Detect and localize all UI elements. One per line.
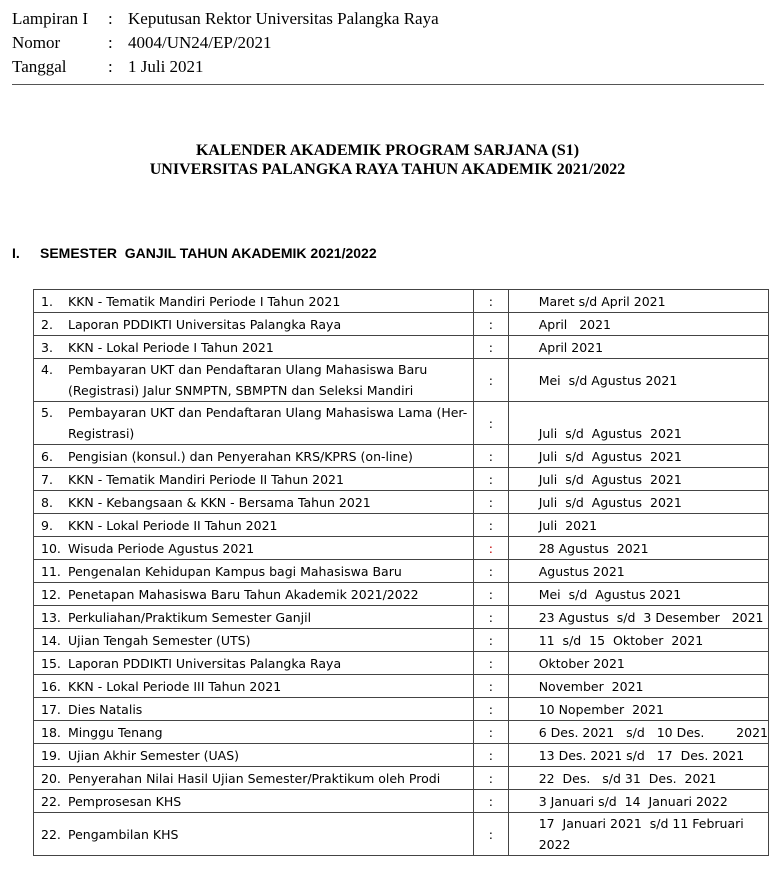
activity-item <box>41 791 473 812</box>
separator-cell: : <box>473 290 508 313</box>
row-number: 3. <box>41 339 53 355</box>
separator-cell: : <box>473 402 508 445</box>
activity-text: Ujian Akhir Semester (UAS) <box>68 747 240 763</box>
activity-cell <box>34 652 474 675</box>
activity-text: Pemprosesan KHS <box>68 793 182 809</box>
row-number: 14. <box>41 632 61 648</box>
table-row <box>34 767 769 790</box>
activity-item <box>41 446 473 467</box>
row-number: 20. <box>41 770 61 786</box>
table-row <box>34 606 769 629</box>
header-colon: : <box>108 57 113 76</box>
document-title-line-2: UNIVERSITAS PALANGKA RAYA TAHUN AKADEMIK 2021/2022 <box>149 161 626 178</box>
activity-cell <box>34 468 474 491</box>
table-row <box>34 813 769 856</box>
date-cell: April 2021 <box>508 336 768 359</box>
activity-text: KKN - Tematik Mandiri Periode II Tahun 2021 <box>68 471 344 487</box>
activity-text: KKN - Lokal Periode III Tahun 2021 <box>68 678 282 694</box>
activity-text: Penetapan Mahasiswa Baru Tahun Akademik 2021/2022 <box>68 586 419 602</box>
table-row <box>34 313 769 336</box>
date-cell: 11 s/d 15 Oktober 2021 <box>508 629 768 652</box>
separator-cell: : <box>473 652 508 675</box>
activity-item <box>41 538 473 559</box>
date-cell: Juli s/d Agustus 2021 <box>508 445 768 468</box>
activity-item <box>41 630 473 651</box>
date-cell: Juli s/d Agustus 2021 <box>508 491 768 514</box>
activity-cell <box>34 583 474 606</box>
activity-item <box>41 676 473 697</box>
activity-cell <box>34 491 474 514</box>
row-number: 13. <box>41 609 61 625</box>
table-row <box>34 290 769 313</box>
activity-cell <box>34 290 474 313</box>
document-title-line-1: KALENDER AKADEMIK PROGRAM SARJANA (S1) <box>195 142 580 159</box>
activity-item <box>41 291 473 312</box>
date-cell: 28 Agustus 2021 <box>508 537 768 560</box>
activity-item <box>41 561 473 582</box>
separator-cell: : <box>473 767 508 790</box>
header-colon: : <box>108 33 113 52</box>
activity-item <box>41 768 473 789</box>
row-number: 18. <box>41 724 61 740</box>
activity-item <box>41 745 473 766</box>
calendar-table <box>33 289 769 856</box>
separator-cell: : <box>473 537 508 560</box>
table-row <box>34 721 769 744</box>
header-colon: : <box>108 9 113 28</box>
header-value: 1 Juli 2021 <box>128 57 204 76</box>
table-row <box>34 652 769 675</box>
section-heading <box>12 245 377 261</box>
row-number: 10. <box>41 540 61 556</box>
row-number: 6. <box>41 448 53 464</box>
activity-item <box>41 402 473 444</box>
activity-cell <box>34 336 474 359</box>
activity-text: Ujian Tengah Semester (UTS) <box>68 632 251 648</box>
row-number: 4. <box>41 362 53 377</box>
table-row <box>34 583 769 606</box>
activity-text: Minggu Tenang <box>68 724 163 740</box>
table-row <box>34 744 769 767</box>
activity-item <box>41 722 473 743</box>
activity-text: KKN - Tematik Mandiri Periode I Tahun 2021 <box>68 293 341 309</box>
activity-cell <box>34 359 474 402</box>
row-number: 17. <box>41 701 61 717</box>
row-number: 15. <box>41 655 61 671</box>
date-cell: Juli s/d Agustus 2021 <box>508 468 768 491</box>
activity-cell <box>34 537 474 560</box>
row-number: 11. <box>41 563 61 579</box>
activity-item <box>41 584 473 605</box>
date-cell: Mei s/d Agustus 2021 <box>508 359 768 402</box>
activity-cell <box>34 514 474 537</box>
header-label: Nomor <box>12 33 61 52</box>
date-cell: 3 Januari s/d 14 Januari 2022 <box>508 790 768 813</box>
calendar-table-body <box>34 290 769 856</box>
activity-text: Laporan PDDIKTI Universitas Palangka Raya <box>68 655 342 671</box>
activity-text: Pembayaran UKT dan Pendaftaran Ulang Mahasiswa Baru (Registrasi) Jalur SNMPTN, SBMPTN dan Seleksi Mandiri <box>68 362 428 398</box>
activity-item <box>41 314 473 335</box>
activity-item <box>41 359 473 401</box>
activity-text: Perkuliahan/Praktikum Semester Ganjil <box>68 609 312 625</box>
activity-cell <box>34 402 474 445</box>
table-row <box>34 560 769 583</box>
separator-cell: : <box>473 744 508 767</box>
table-row <box>34 445 769 468</box>
separator-cell: : <box>473 445 508 468</box>
activity-text: Pembayaran UKT dan Pendaftaran Ulang Mahasiswa Lama (Her-Registrasi) <box>68 405 468 441</box>
separator-cell: : <box>473 514 508 537</box>
table-row <box>34 537 769 560</box>
activity-cell <box>34 767 474 790</box>
header-value: 4004/UN24/EP/2021 <box>128 33 272 52</box>
activity-cell <box>34 721 474 744</box>
document-header <box>12 7 439 79</box>
table-row <box>34 468 769 491</box>
activity-item <box>41 492 473 513</box>
separator-cell: : <box>473 721 508 744</box>
activity-item <box>41 824 473 845</box>
table-row <box>34 790 769 813</box>
activity-text: Wisuda Periode Agustus 2021 <box>68 540 255 556</box>
activity-cell <box>34 813 474 856</box>
date-cell: April 2021 <box>508 313 768 336</box>
activity-cell <box>34 698 474 721</box>
row-number: 8. <box>41 494 53 510</box>
header-value: Keputusan Rektor Universitas Palangka Raya <box>128 9 439 28</box>
separator-cell: : <box>473 606 508 629</box>
separator-cell: : <box>473 336 508 359</box>
table-row <box>34 698 769 721</box>
activity-text: KKN - Lokal Periode II Tahun 2021 <box>68 517 278 533</box>
header-row-lampiran <box>12 7 439 31</box>
activity-text: Pengambilan KHS <box>68 826 179 842</box>
separator-cell: : <box>473 560 508 583</box>
table-row <box>34 675 769 698</box>
separator-cell: : <box>473 790 508 813</box>
row-number: 7. <box>41 471 53 487</box>
activity-cell <box>34 629 474 652</box>
table-row <box>34 402 769 445</box>
activity-text: Laporan PDDIKTI Universitas Palangka Raya <box>68 316 342 332</box>
activity-text: Pengenalan Kehidupan Kampus bagi Mahasiswa Baru <box>68 563 402 579</box>
date-cell: Maret s/d April 2021 <box>508 290 768 313</box>
activity-item <box>41 653 473 674</box>
activity-cell <box>34 560 474 583</box>
table-row <box>34 336 769 359</box>
date-cell: Agustus 2021 <box>508 560 768 583</box>
activity-text: Pengisian (konsul.) dan Penyerahan KRS/KPRS (on-line) <box>68 448 413 464</box>
date-cell: Oktober 2021 <box>508 652 768 675</box>
activity-item <box>41 337 473 358</box>
row-number: 22. <box>41 826 61 842</box>
separator-cell: : <box>473 313 508 336</box>
separator-cell: : <box>473 629 508 652</box>
activity-item <box>41 607 473 628</box>
row-number: 1. <box>41 293 53 309</box>
separator-cell: : <box>473 675 508 698</box>
date-cell: Mei s/d Agustus 2021 <box>508 583 768 606</box>
date-cell: November 2021 <box>508 675 768 698</box>
activity-cell <box>34 445 474 468</box>
header-label: Tanggal <box>12 57 67 76</box>
header-divider <box>12 84 764 85</box>
activity-text: KKN - Lokal Periode I Tahun 2021 <box>68 339 274 355</box>
separator-cell: : <box>473 491 508 514</box>
table-row <box>34 491 769 514</box>
header-row-tanggal <box>12 55 439 79</box>
activity-cell <box>34 606 474 629</box>
activity-cell <box>34 744 474 767</box>
activity-text: Dies Natalis <box>68 701 143 717</box>
table-row <box>34 359 769 402</box>
row-number: 22. <box>41 793 61 809</box>
row-number: 16. <box>41 678 61 694</box>
separator-cell: : <box>473 583 508 606</box>
date-cell: Juli s/d Agustus 2021 <box>508 402 768 445</box>
row-number: 19. <box>41 747 61 763</box>
separator-cell: : <box>473 468 508 491</box>
date-cell: 23 Agustus s/d 3 Desember 2021 <box>508 606 768 629</box>
date-cell: Juli 2021 <box>508 514 768 537</box>
activity-item <box>41 515 473 536</box>
date-cell: 22 Des. s/d 31 Des. 2021 <box>508 767 768 790</box>
section-number: I. <box>12 245 20 261</box>
date-cell: 17 Januari 2021 s/d 11 Februari 2022 <box>508 813 768 856</box>
activity-text: KKN - Kebangsaan & KKN - Bersama Tahun 2021 <box>68 494 371 510</box>
separator-cell: : <box>473 698 508 721</box>
activity-cell <box>34 790 474 813</box>
row-number: 9. <box>41 517 53 533</box>
row-number: 5. <box>41 405 53 420</box>
separator-cell: : <box>473 359 508 402</box>
separator-cell: : <box>473 813 508 856</box>
date-cell: 13 Des. 2021 s/d 17 Des. 2021 <box>508 744 768 767</box>
activity-text: Penyerahan Nilai Hasil Ujian Semester/Praktikum oleh Prodi <box>68 770 441 786</box>
table-row <box>34 629 769 652</box>
activity-item <box>41 469 473 490</box>
row-number: 12. <box>41 586 61 602</box>
section-title: SEMESTER GANJIL TAHUN AKADEMIK 2021/2022 <box>40 245 377 261</box>
activity-cell <box>34 675 474 698</box>
header-label: Lampiran I <box>12 9 88 28</box>
date-cell: 10 Nopember 2021 <box>508 698 768 721</box>
activity-cell <box>34 313 474 336</box>
activity-item <box>41 699 473 720</box>
date-cell: 6 Des. 2021 s/d 10 Des. 2021 <box>508 721 768 744</box>
table-row <box>34 514 769 537</box>
header-row-nomor <box>12 31 439 55</box>
row-number: 2. <box>41 316 53 332</box>
